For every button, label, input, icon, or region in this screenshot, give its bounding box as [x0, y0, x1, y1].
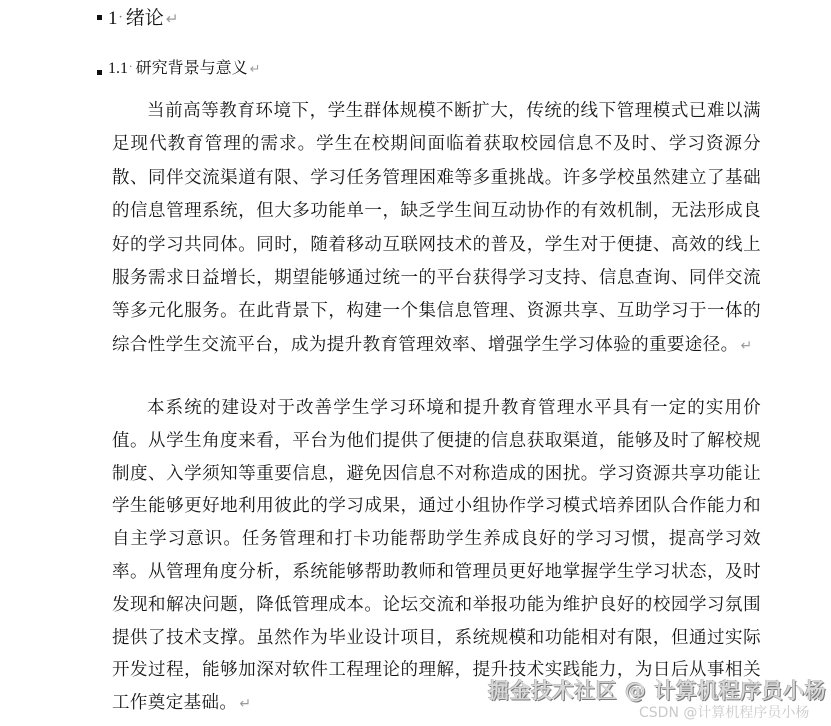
- space-mark: ·: [118, 10, 123, 25]
- juejin-watermark: 掘金技术社区 @ 计算机程序员小杨: [488, 679, 827, 703]
- paragraph-mark-icon: ↵: [165, 10, 179, 28]
- heading-1-number: 1: [108, 8, 118, 29]
- heading-2-title: 研究背景与意义: [135, 58, 248, 77]
- paragraph-mark-icon: ↵: [740, 337, 753, 354]
- heading-2-number: 1.1: [108, 60, 128, 77]
- csdn-watermark: CSDN @计算机程序员小杨: [639, 705, 810, 721]
- heading-1[interactable]: [97, 4, 178, 35]
- space-mark: ·: [129, 60, 133, 73]
- heading-2[interactable]: [97, 55, 260, 83]
- heading-1-title: 绪论: [125, 7, 164, 29]
- paragraph-text: 本系统的建设对于改善学生学习环境和提升教育管理水平具有一定的实用价值。从学生角度来看，平台为他们提供了便捷的信息获取渠道，能够及时了解校规制度、入学须知等重要信息，避免因信息不对称造成的困扰。学习资源共享功能让学生能够更好地利用彼此的学习成果，通过小组协作学习模式培养团队合作能力和自主学习意识。任务管理和打卡功能帮助学生养成良好的学习习惯，提高学习效率。从管理角度分析，系统能够帮助教师和管理员更好地掌握学生学习状态，及时发现和解决问题，降低管理成本。论坛交流和举报功能为维护良好的校园学习氛围提供了技术支撑。虽然作为毕业设计项目，系统规模和功能相对有限，但通过实际开发过程，能够加深对软件工程理论的理解，提升技术实践能力，为日后从事相关工作奠定基础。: [112, 398, 761, 714]
- body-paragraph-1[interactable]: [112, 95, 761, 363]
- paragraph-mark-icon: ↵: [239, 696, 252, 713]
- body-paragraph-2[interactable]: [112, 392, 761, 721]
- heading-bullet-marker: [97, 70, 102, 75]
- paragraph-text: 当前高等教育环境下，学生群体规模不断扩大，传统的线下管理模式已难以满足现代教育管理的需求。学生在校期间面临着获取校园信息不及时、学习资源分散、同伴交流渠道有限、学习任务管理困难等多重挑战。许多学校虽然建立了基础的信息管理系统，但大多功能单一，缺乏学生间互动协作的有效机制，无法形成良好的学习共同体。同时，随着移动互联网技术的普及，学生对于便捷、高效的线上服务需求日益增长，期望能够通过统一的平台获得学习支持、信息查询、同伴交流等多元化服务。在此背景下，构建一个集信息管理、资源共享、互助学习于一体的综合性学生交流平台，成为提升教育管理效率、增强学生学习体验的重要途径。: [112, 101, 761, 355]
- heading-bullet-marker: [97, 15, 102, 20]
- paragraph-mark-icon: ↵: [249, 62, 261, 77]
